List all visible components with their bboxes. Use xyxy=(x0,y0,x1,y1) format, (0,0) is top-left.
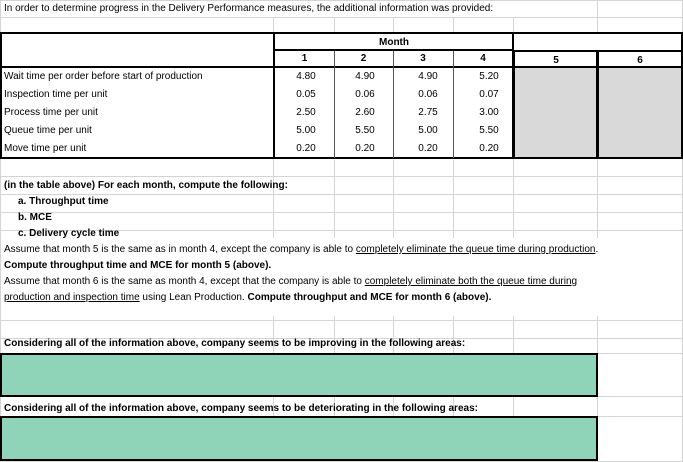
deteriorating-prompt: Considering all of the information above, company seems to be deteriorating in the following areas: xyxy=(4,403,478,414)
month-6-text-cont: using Lean Production. xyxy=(139,292,248,303)
table-cell: 5.00 xyxy=(296,125,316,136)
table-cell: 4.90 xyxy=(355,71,375,82)
month-col-1: 1 xyxy=(301,53,308,64)
month-col-2: 2 xyxy=(360,53,367,64)
month-col-3: 3 xyxy=(420,53,426,64)
table-cell: 5.50 xyxy=(479,125,499,136)
table-cell: 5.50 xyxy=(355,125,375,136)
month-6-assumption-cont xyxy=(4,292,491,304)
month-6-task: Compute throughput and MCE for month 6 (above). xyxy=(247,292,492,303)
item-delivery-cycle-time: c. Delivery cycle time xyxy=(18,228,120,239)
month-6-emphasis-cont: production and inspection time xyxy=(4,292,140,303)
table-cell: 5.20 xyxy=(479,71,499,82)
month-5-text: Assume that month 5 is the same as in month 4, except the company is able to xyxy=(4,244,356,255)
table-cell: 4.80 xyxy=(296,71,316,82)
table-cell: 2.50 xyxy=(296,107,316,118)
table-cell: 0.20 xyxy=(479,143,499,154)
col-divider xyxy=(334,51,335,158)
month-col-5: 5 xyxy=(553,55,559,66)
month-6-blank-cells[interactable] xyxy=(599,68,681,157)
deteriorating-answer-box[interactable] xyxy=(0,416,598,461)
month-5-task: Compute throughput time and MCE for month 5 (above). xyxy=(4,260,272,271)
row-label-wait-time: Wait time per order before start of production xyxy=(4,71,203,82)
row-label-process-time: Process time per unit xyxy=(4,107,98,118)
table-cell: 0.06 xyxy=(355,89,375,100)
table-cell: 0.20 xyxy=(296,143,316,154)
month-col-4: 4 xyxy=(480,53,486,64)
table-cell: 0.05 xyxy=(296,89,316,100)
table-cell: 4.90 xyxy=(418,71,438,82)
table-cell: 0.07 xyxy=(479,89,499,100)
table-cell: 0.20 xyxy=(355,143,375,154)
month-5-assumption xyxy=(4,244,598,256)
month-5-emphasis: completely eliminate the queue time during production xyxy=(355,244,596,255)
month-5-blank-cells[interactable] xyxy=(515,68,596,157)
table-cell: 2.60 xyxy=(355,107,375,118)
month-6-assumption xyxy=(4,276,577,288)
improving-answer-box[interactable] xyxy=(0,353,598,397)
col-divider xyxy=(453,51,454,158)
col-divider xyxy=(393,51,394,158)
table-cell: 3.00 xyxy=(479,107,499,118)
table-cell: 5.00 xyxy=(418,125,438,136)
table-cell: 0.20 xyxy=(418,143,438,154)
compute-heading: (in the table above) For each month, compute the following: xyxy=(4,180,288,191)
month-header: Month xyxy=(379,37,409,48)
row-label-queue-time: Queue time per unit xyxy=(4,125,92,136)
item-throughput-time: a. Throughput time xyxy=(18,196,109,207)
improving-prompt: Considering all of the information above, company seems to be improving in the following areas: xyxy=(4,338,466,349)
table-cell: 0.06 xyxy=(418,89,438,100)
table-cell: 2.75 xyxy=(418,107,438,118)
row-label-move-time: Move time per unit xyxy=(4,143,87,154)
row-label-inspection-time: Inspection time per unit xyxy=(4,89,108,100)
month-6-emphasis: completely eliminate both the queue time during xyxy=(364,276,578,287)
month-5-end: . xyxy=(595,244,599,255)
month-6-text: Assume that month 6 is the same as month 4, except that the company is able to xyxy=(4,276,365,287)
item-mce: b. MCE xyxy=(18,212,52,223)
intro-text: In order to determine progress in the Delivery Performance measures, the additional information was provided: xyxy=(4,3,494,14)
month-col-6: 6 xyxy=(637,55,643,66)
